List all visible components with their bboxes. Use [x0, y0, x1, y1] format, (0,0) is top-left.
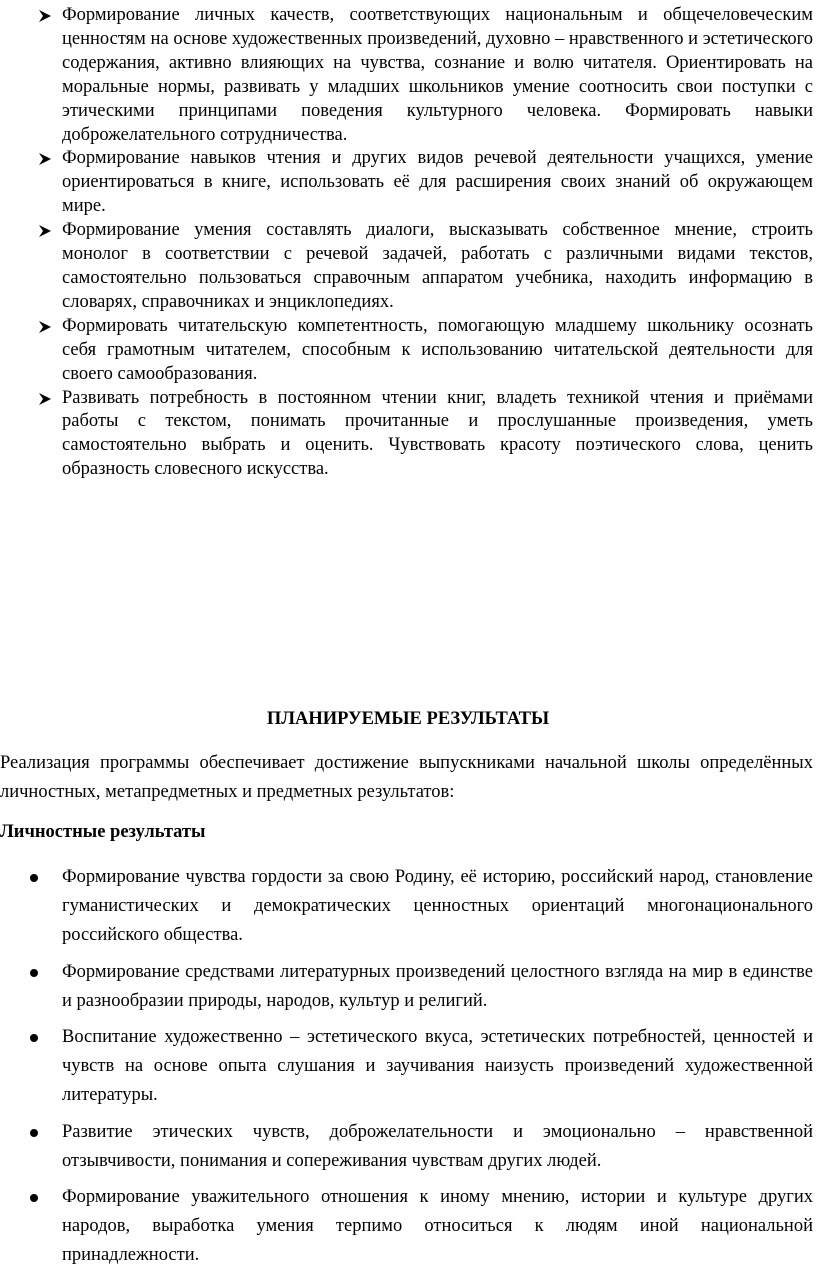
- arrowhead-icon: [38, 224, 52, 238]
- list-item: [0, 387, 816, 483]
- list-item-text: Формирование навыков чтения и других видов речевой деятельности учащихся, умение ориентироваться в книге, использовать её для расширения своих знаний об окружающем мире.: [62, 148, 813, 217]
- list-item-text: Формировать читательскую компетентность, помогающую младшему школьнику осознать себя грамотным читателем, способным к использованию читательской деятельности для своего самообразования.: [62, 315, 813, 384]
- bullet-dot-icon: [30, 969, 38, 977]
- list-item-text: Формирование личных качеств, соответствующих национальным и общечеловеческим ценностям на основе художественных произведений, духовно – нравственного и эстетического содержания, активно влияющих на чувства, сознание и волю читателя. Ориентировать на моральные нормы, развивать у младших школьников умение соотносить свои поступки с этическими принципами поведения культурного человека. Формировать навыки доброжелательного сотрудничества.: [62, 5, 813, 145]
- list-item-text: Развивать потребность в постоянном чтении книг, владеть техникой чтения и приёмами работы с текстом, понимать прочитанные и прослушанные произведения, уметь самостоятельно выбрать и оценить. Чувствовать красоту поэтического слова, ценить образность словесного искусства.: [62, 387, 813, 480]
- arrowhead-icon: [38, 9, 52, 23]
- arrowhead-icon: [38, 392, 52, 406]
- arrowhead-icon: [38, 320, 52, 334]
- list-item: [0, 1118, 816, 1176]
- bullet-dot-icon: [30, 874, 38, 882]
- list-item: [0, 1183, 816, 1271]
- arrowhead-icon: [38, 152, 52, 166]
- list-item: [0, 958, 816, 1016]
- list-item-text: Формирование средствами литературных произведений целостного взгляда на мир в единстве и разнообразии природы, народов, культур и религий.: [62, 961, 813, 1011]
- bullet-dot-icon: [30, 1194, 38, 1202]
- list-item: [0, 147, 816, 219]
- list-item-text: Формирование уважительного отношения к иному мнению, истории и культуре других народов, выработка умения терпимо относиться к людям иной национальной принадлежности.: [62, 1187, 813, 1266]
- bullet-dot-icon: [30, 1034, 38, 1042]
- subheading: Личностные результаты: [0, 822, 206, 842]
- intro-paragraph: Реализация программы обеспечивает достижение выпускниками начальной школы определённых личностных, метапредметных и предметных результатов:: [0, 753, 813, 802]
- list-item: [0, 315, 816, 387]
- list-item-text: Формирование чувства гордости за свою Родину, её историю, российский народ, становление гуманистических и демократических ценностных ориентаций многонационального российского общества.: [62, 867, 813, 946]
- bullet-dot-icon: [30, 1129, 38, 1137]
- list-item: [0, 4, 816, 147]
- goals-list: [0, 4, 816, 482]
- list-item: [0, 219, 816, 315]
- list-item-text: Формирование умения составлять диалоги, высказывать собственное мнение, строить монолог в соответствии с речевой задачей, работать с различными видами текстов, самостоятельно пользоваться справочным аппаратом учебника, находить информацию в словарях, справочниках и энциклопедиях.: [62, 220, 813, 312]
- section-title: ПЛАНИРУЕМЫЕ РЕЗУЛЬТАТЫ: [266, 709, 550, 729]
- list-item: [0, 863, 816, 951]
- list-item: [0, 1023, 816, 1111]
- personal-results-list: [0, 863, 816, 1278]
- list-item-text: Воспитание художественно – эстетического вкуса, эстетических потребностей, ценностей и чувств на основе опыта слушания и заучивания наизусть произведений художественной литературы.: [62, 1027, 813, 1106]
- list-item-text: Развитие этических чувств, доброжелательности и эмоционально – нравственной отзывчивости, понимания и сопереживания чувствам других людей.: [62, 1121, 813, 1171]
